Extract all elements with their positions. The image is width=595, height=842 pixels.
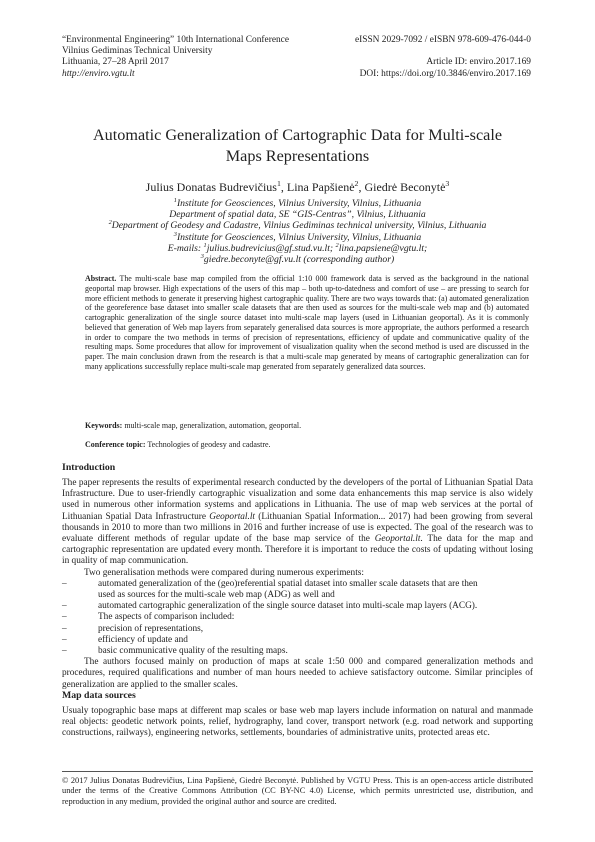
title-line-1: Automatic Generalization of Cartographic Data for Multi-scale bbox=[92, 126, 503, 144]
section-heading-introduction: Introduction bbox=[62, 462, 116, 473]
text-run-italic: Geoportal.lt bbox=[374, 534, 421, 545]
list-item-continuation: used as sources for the multi-scale web map (ADG) as well and bbox=[98, 590, 335, 601]
text-run: . The data for the map and cartographic representation are updated every month. Therefore it is important to reduce the costs of updating without losing in quality of map communication. bbox=[62, 534, 533, 567]
affiliation-mark: 3 bbox=[173, 230, 177, 238]
affiliation-line bbox=[0, 232, 595, 243]
conference-website[interactable]: http://enviro.vgtu.lt bbox=[62, 68, 135, 79]
section-heading-map-data-sources: Map data sources bbox=[62, 690, 136, 701]
text-run: The paper represents the results of experimental research conducted by the developers of the portal of Lithuanian Spatial Data Infrastructure. Due to user-friendly cartographic visualization and some data enhancements this map service is also widely used in numerous other information systems and applications in Lithuania. The use of map web services at the portal of Lithuanian Spatial Data Infrastructure bbox=[62, 478, 533, 522]
affiliation-line bbox=[0, 198, 595, 209]
affiliation-mark: 1 bbox=[203, 241, 207, 249]
author-list bbox=[0, 180, 595, 195]
paragraph bbox=[62, 478, 533, 568]
conference-topic-label: Conference topic: bbox=[85, 440, 146, 449]
list-dash: – bbox=[62, 601, 67, 612]
list-item-text: automated generalization of the (geo)referential spatial dataset into smaller scale datasets that are then bbox=[98, 578, 478, 589]
author-affiliation-mark: 1 bbox=[276, 179, 281, 188]
list-item bbox=[62, 579, 533, 590]
author-name: Giedrė Beconytė bbox=[364, 180, 446, 194]
author-separator: , bbox=[358, 180, 365, 194]
copyright-notice: © 2017 Julius Donatas Budrevičius, Lina Papšienė, Giedrė Beconytė. Published by VGTU Press. This is an open-access article distributed under the terms of the Creative Commons Attribution (CC BY-NC 4.0) License, which permits unrestricted use, distribution, and reproduction in any medium, provided the original author and source are credited. bbox=[62, 776, 533, 806]
affiliation-mark: 2 bbox=[108, 219, 112, 227]
article-identifiers bbox=[355, 35, 531, 80]
abstract-text: The multi-scale base map compiled from the official 1:10 000 framework data is served as the background in the national geoportal map browser. High expectations of the users of this map – both up-to-datedness and comfort of use – are pressing to search for more efficient methods to generate it preserving highest cartographic quality. There are two ways towards that: (a) automated generalization of the georeference base dataset into smaller scale datasets that are then used as sources for the multi-scale web map and (b) automated cartographic generalization of the single source dataset into multi-scale map layers (used in Lithuanian geoportal). As it is commonly believed that generation of Web map layers from separately generalised data sources is more appropriate, the authors performed a research in order to compare the two methods in terms of precision of representations, efficiency of update and communicative quality of the resulting maps. Some procedures that allow for improvement of visualization quality when the second method is used are discussed in the paper. The main conclusion drawn from the research is that a multi-scale map generated by means of cartographic generalization can for many applications successfully replace multi-scale map generated from separately generalized data sources. bbox=[85, 274, 529, 371]
paragraph: Two generalisation methods were compared during numerous experiments: bbox=[84, 567, 364, 578]
list-dash: – bbox=[62, 612, 67, 623]
map-data-sources-body bbox=[62, 706, 533, 740]
keywords-text: multi-scale map, generalization, automation, geoportal. bbox=[122, 421, 302, 430]
conference-topic bbox=[85, 440, 271, 449]
doi[interactable]: DOI: https://doi.org/10.3846/enviro.2017.169 bbox=[359, 68, 531, 79]
affiliation-text: Institute for Geosciences, Vilnius University, Vilnius, Lithuania bbox=[176, 198, 422, 209]
list-item-text: automated cartographic generalization of the single source dataset into multi-scale map layers (ACG). bbox=[98, 601, 478, 612]
affiliation-text: Department of Geodesy and Cadastre, Vilnius Gediminas technical university, Vilnius, Lithuania bbox=[111, 220, 487, 232]
affiliations bbox=[0, 198, 595, 265]
paragraph: Usualy topographic base maps at different map scales or base web map layers include information on natural and manmade real objects: geodetic network points, relief, hydrography, land cover, transport network (e.g. road network and supporting constructions, railways), engineering networks, settlements, boundaries of administrative units, protected areas etc. bbox=[62, 706, 533, 739]
university-name: Vilnius Gediminas Technical University bbox=[62, 46, 213, 57]
keywords bbox=[85, 421, 301, 430]
list-item-text: precision of representations, bbox=[98, 623, 204, 634]
author-affiliation-mark: 2 bbox=[354, 179, 359, 188]
abstract-label: Abstract. bbox=[85, 274, 117, 283]
paper-title bbox=[0, 125, 595, 166]
author-affiliation-mark: 3 bbox=[445, 179, 450, 188]
email-address[interactable]: lina.papsiene@vgtu.lt; bbox=[338, 242, 428, 254]
issn: eISSN 2029-7092 / eISBN 978-609-476-044-0 bbox=[354, 35, 531, 45]
author-name: Lina Papšienė bbox=[286, 180, 355, 194]
email-address[interactable]: julius.budrevicius@gf.stud.vu.lt; bbox=[206, 242, 336, 254]
affiliation-text: Institute for Geosciences, Vilnius University, Vilnius, Lithuania bbox=[176, 231, 422, 243]
conference-header bbox=[62, 35, 289, 80]
list-item-text: basic communicative quality of the resulting maps. bbox=[98, 646, 288, 657]
list-item bbox=[62, 635, 533, 646]
list-item-text: The aspects of comparison included: bbox=[98, 612, 235, 623]
paragraph: The authors focused mainly on production of maps at scale 1:50 000 and compared generalization methods and procedures, required qualifications and number of man hours needed to achieve satisfactory outcome. Similar principles of generalization are applied to the smaller scales. bbox=[62, 657, 533, 690]
introduction-body bbox=[62, 478, 533, 691]
list-item bbox=[62, 646, 533, 657]
affiliation-mark: 1 bbox=[173, 196, 177, 204]
list-dash: – bbox=[62, 623, 67, 634]
affiliation-mark: 2 bbox=[335, 241, 339, 249]
conference-location-date: Lithuania, 27–28 April 2017 bbox=[62, 57, 169, 68]
affiliation-line: Department of spatial data, SE “GIS-Centras”, Vilnius, Lithuania bbox=[169, 209, 426, 221]
list-item bbox=[62, 601, 533, 612]
text-run: (Lithuanian Spatial Information... 2017) had been growing from several thousands in 2010 to more than two millions in 2016 and further increase of use is expected. The goal of the research was to evaluate different methods of regular update of the base map service of the bbox=[62, 511, 533, 545]
list-item bbox=[62, 612, 533, 623]
list-item-text: efficiency of update and bbox=[98, 634, 188, 645]
affiliation-line bbox=[0, 220, 595, 231]
list-dash: – bbox=[62, 646, 67, 657]
email-address[interactable]: giedre.beconyte@gf.vu.lt (corresponding author) bbox=[203, 254, 395, 266]
conference-topic-text: Technologies of geodesy and cadastre. bbox=[145, 440, 271, 449]
email-line bbox=[0, 254, 595, 265]
author-name: Julius Donatas Budrevičius bbox=[145, 180, 277, 194]
list-dash: – bbox=[62, 578, 67, 589]
affiliation-mark: 3 bbox=[200, 252, 204, 260]
keywords-label: Keywords: bbox=[85, 421, 123, 430]
email-label: E-mails: bbox=[167, 242, 204, 254]
title-line-2: Maps Representations bbox=[225, 146, 370, 165]
text-run-italic: Geoportal.lt bbox=[209, 511, 256, 522]
list-dash: – bbox=[62, 634, 67, 645]
author-separator: , bbox=[280, 180, 287, 194]
email-line bbox=[0, 243, 595, 254]
footer-divider bbox=[62, 771, 533, 772]
article-id: Article ID: enviro.2017.169 bbox=[426, 57, 531, 68]
list-item bbox=[62, 624, 533, 635]
abstract bbox=[85, 274, 529, 372]
conference-name: “Environmental Engineering” 10th International Conference bbox=[62, 35, 289, 45]
